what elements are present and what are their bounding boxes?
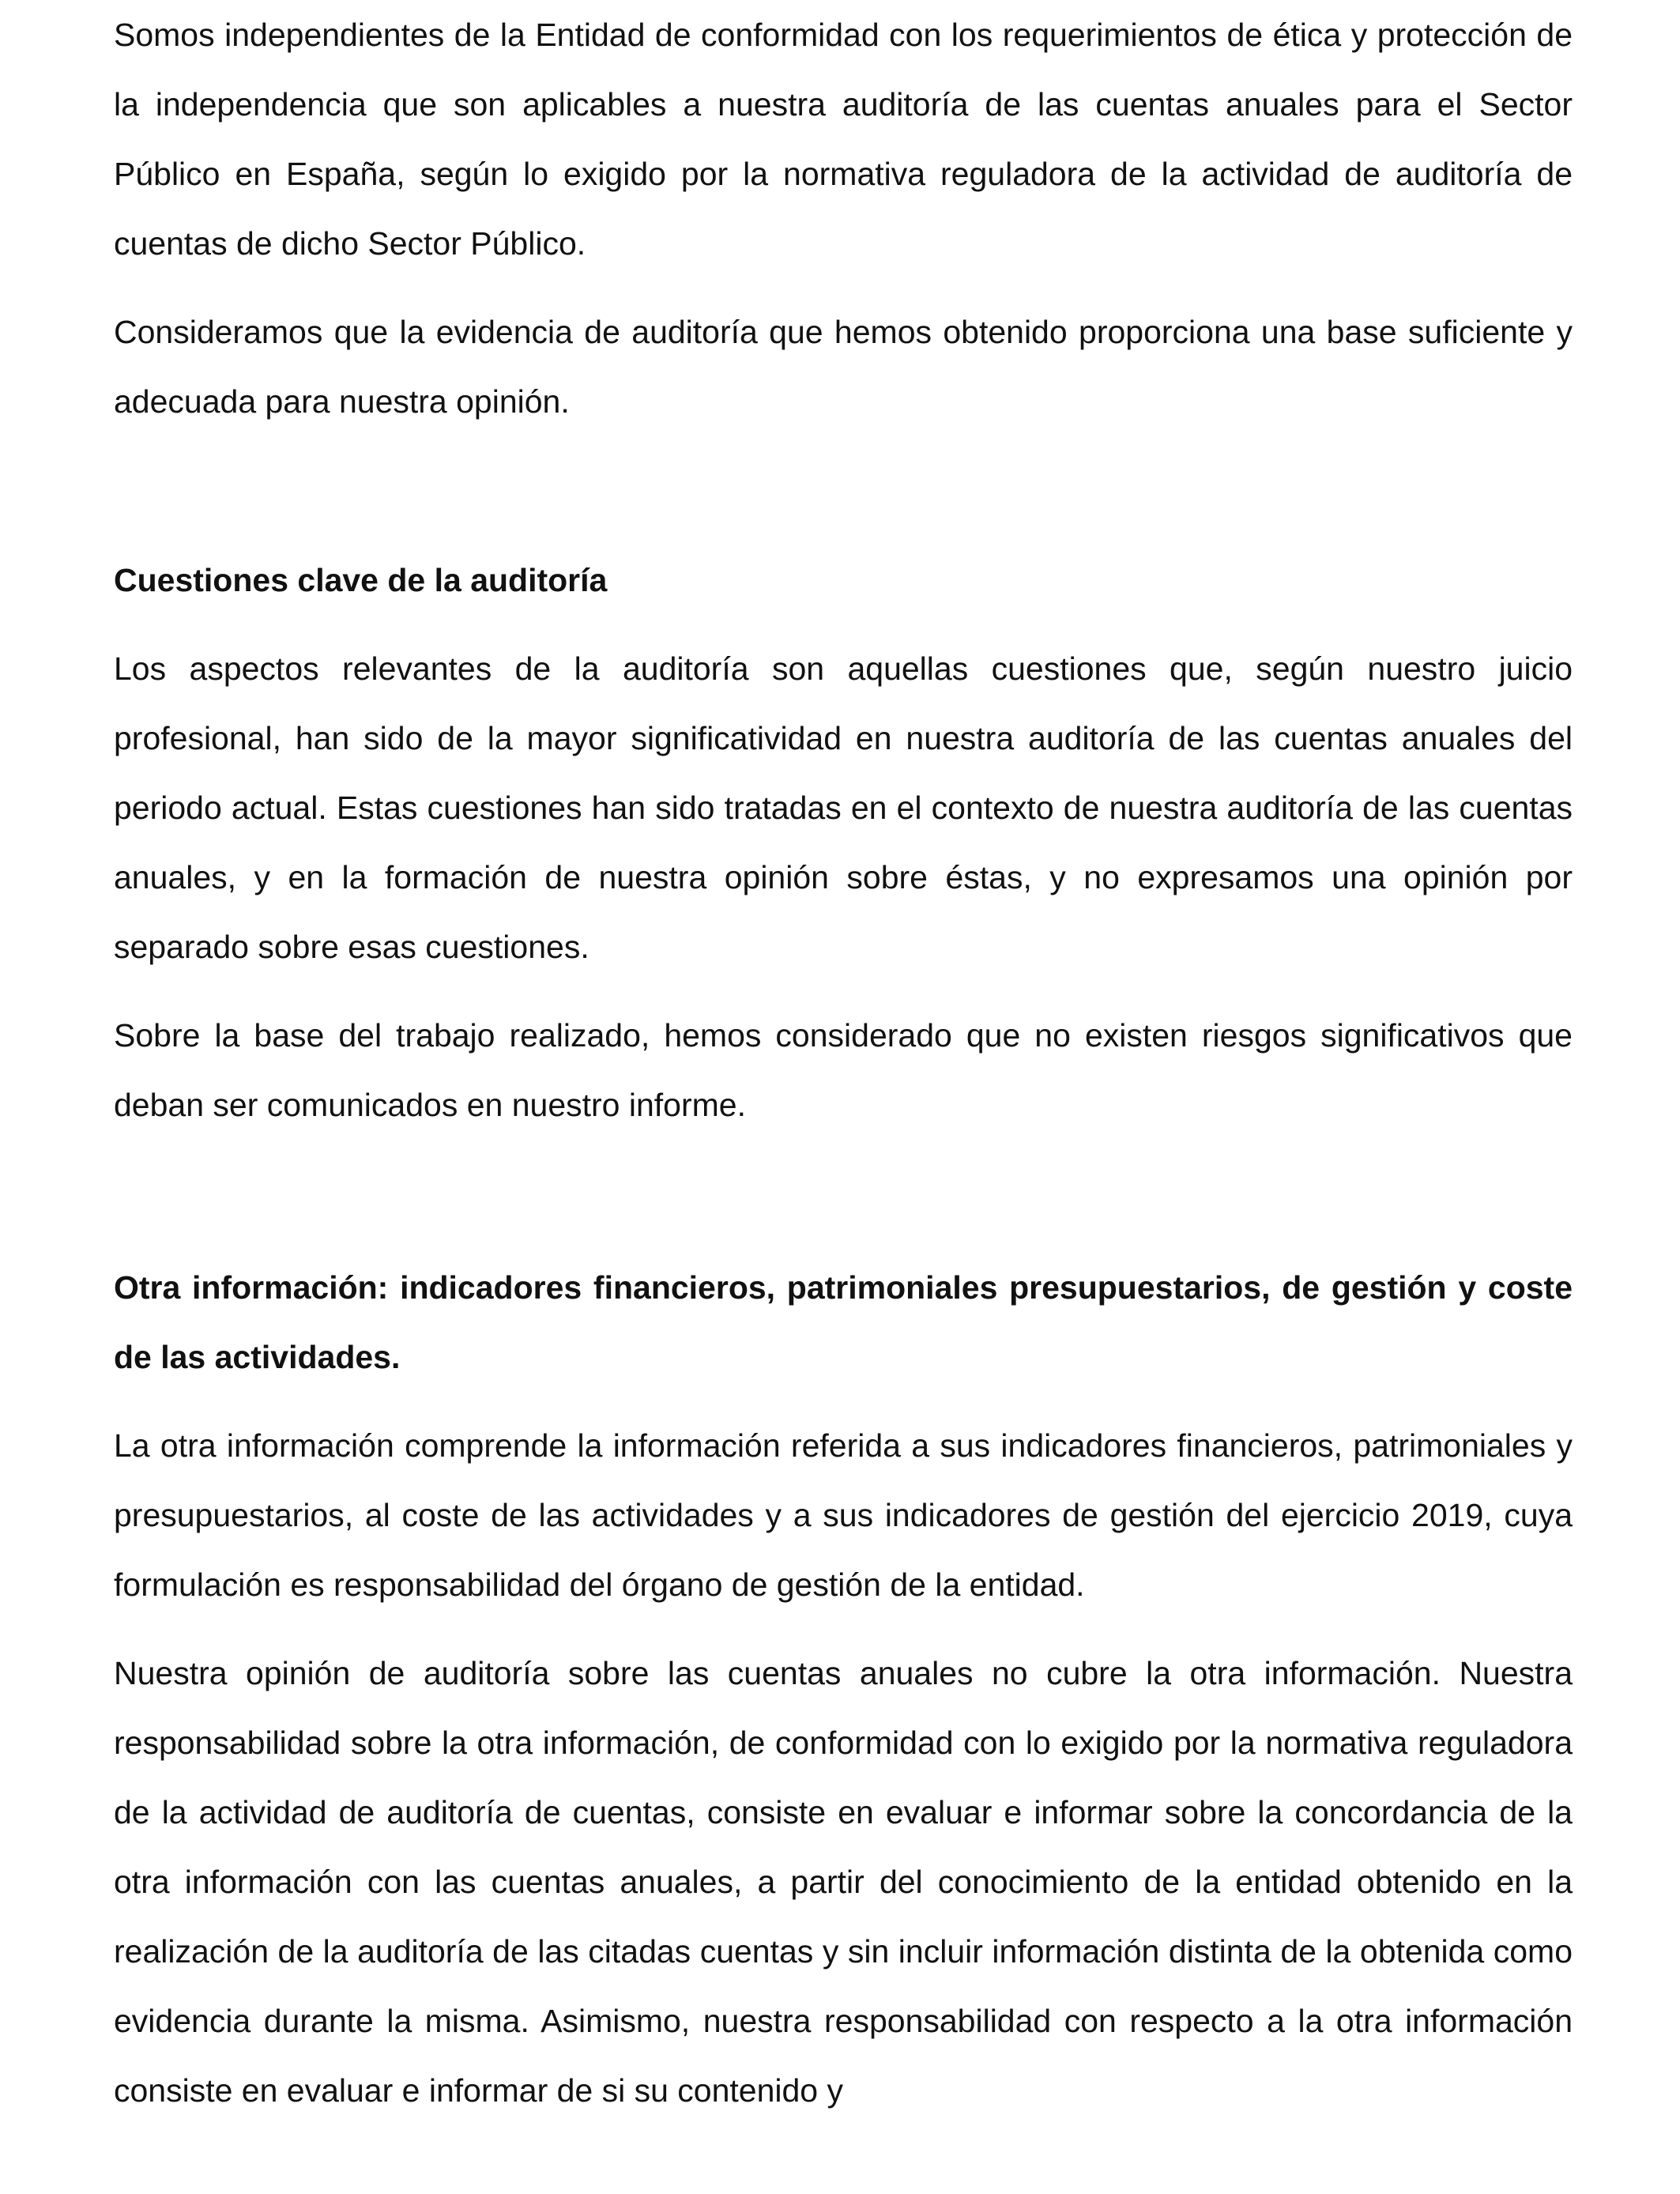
heading-other-information: Otra información: indicadores financieros, patrimoniales presupuestarios, de gestión y coste de las actividades. [114, 1269, 1573, 1375]
paragraph-other-information-1: La otra información comprende la información referida a sus indicadores financieros, patrimoniales y presupuestarios, al coste de las actividades y a sus indicadores de gestión del ejercicio 2019, cuya formulación es responsabilidad del órgano de gestión de la entidad. [114, 1427, 1573, 1603]
paragraph-key-matters-1: Los aspectos relevantes de la auditoría son aquellas cuestiones que, según nuestro juicio profesional, han sido de la mayor significatividad en nuestra auditoría de las cuentas anuales del periodo actual. Estas cuestiones han sido tratadas en el contexto de nuestra auditoría de las cuentas anuales, y en la formación de nuestra opinión sobre éstas, y no expresamos una opinión por separado sobre esas cuestiones. [114, 650, 1573, 965]
paragraph-other-information-2: Nuestra opinión de auditoría sobre las cuentas anuales no cubre la otra información. Nuestra responsabilidad sobre la otra información, de conformidad con lo exigido por la normativa reguladora de la actividad de auditoría de cuentas, consiste en evaluar e informar sobre la concordancia de la otra información con las cuentas anuales, a partir del conocimiento de la entidad obtenido en la realización de la auditoría de las citadas cuentas y sin incluir información distinta de la obtenida como evidencia durante la misma. Asimismo, nuestra responsabilidad con respecto a la otra información consiste en evaluar e informar de si su contenido y [114, 1655, 1573, 2109]
heading-key-matters: Cuestiones clave de la auditoría [114, 562, 608, 598]
paragraph-evidence: Consideramos que la evidencia de auditoría que hemos obtenido proporciona una base suficiente y adecuada para nuestra opinión. [114, 314, 1573, 420]
paragraph-independence: Somos independientes de la Entidad de conformidad con los requerimientos de ética y protección de la independencia que son aplicables a nuestra auditoría de las cuentas anuales para el Sector Público en España, según lo exigido por la normativa reguladora de la actividad de auditoría de cuentas de dicho Sector Público. [114, 17, 1573, 262]
paragraph-key-matters-2: Sobre la base del trabajo realizado, hemos considerado que no existen riesgos significativos que deban ser comunicados en nuestro informe. [114, 1017, 1573, 1123]
